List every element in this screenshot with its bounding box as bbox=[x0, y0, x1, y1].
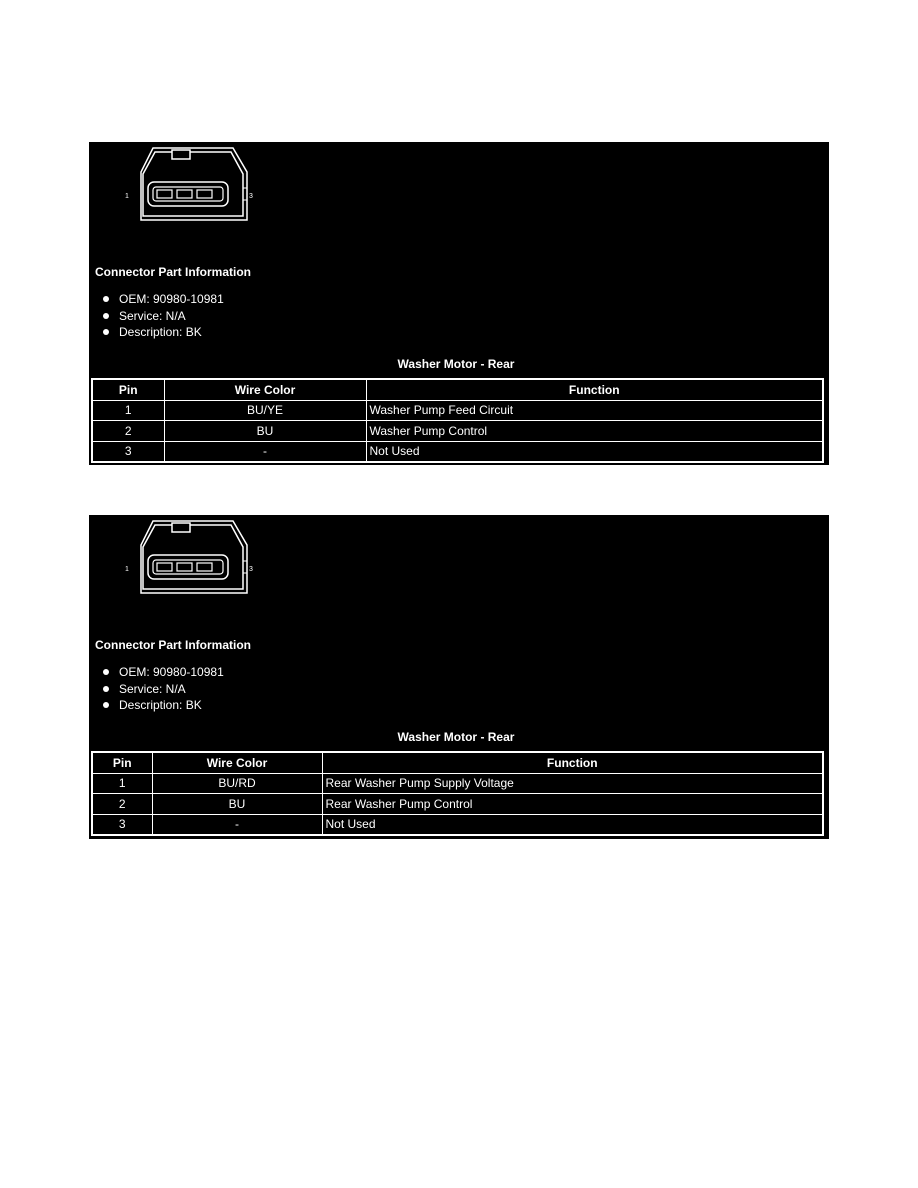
info-item-oem: OEM: 90980-10981 bbox=[101, 291, 224, 308]
info-item-description: Description: BK bbox=[101, 697, 224, 714]
cell-wire-color: BU bbox=[152, 794, 322, 815]
connector-info-list bbox=[101, 291, 224, 341]
column-header-wire-color: Wire Color bbox=[152, 752, 322, 773]
bullet-icon bbox=[103, 329, 109, 335]
cell-function: Rear Washer Pump Control bbox=[322, 794, 823, 815]
info-item-service: Service: N/A bbox=[101, 681, 224, 698]
pin-label-left: 1 bbox=[125, 566, 129, 573]
table-header-row bbox=[92, 379, 823, 400]
table-row bbox=[92, 814, 823, 835]
table-row bbox=[92, 773, 823, 794]
column-header-pin: Pin bbox=[92, 379, 164, 400]
cell-wire-color: BU/YE bbox=[164, 400, 366, 421]
column-header-wire-color: Wire Color bbox=[164, 379, 366, 400]
connector-panel-1 bbox=[89, 142, 829, 465]
cell-wire-color: - bbox=[164, 441, 366, 462]
pin-label-right: 3 bbox=[249, 193, 253, 200]
table-title: Washer Motor - Rear bbox=[397, 730, 515, 744]
connector-info-heading: Connector Part Information bbox=[95, 265, 252, 279]
cell-function: Not Used bbox=[366, 441, 823, 462]
table-title: Washer Motor - Rear bbox=[397, 357, 515, 371]
column-header-function: Function bbox=[322, 752, 823, 773]
cell-function: Washer Pump Feed Circuit bbox=[366, 400, 823, 421]
table-row bbox=[92, 441, 823, 462]
table-row bbox=[92, 400, 823, 421]
table-row bbox=[92, 421, 823, 442]
cell-pin: 3 bbox=[92, 814, 152, 835]
pin-label-right: 3 bbox=[249, 566, 253, 573]
column-header-function: Function bbox=[366, 379, 823, 400]
column-header-pin: Pin bbox=[92, 752, 152, 773]
pinout-table bbox=[91, 751, 824, 836]
cell-pin: 1 bbox=[92, 773, 152, 794]
pinout-table bbox=[91, 378, 824, 463]
cell-pin: 3 bbox=[92, 441, 164, 462]
pin-label-left: 1 bbox=[125, 193, 129, 200]
three-pin-connector-icon bbox=[125, 515, 255, 595]
bullet-icon bbox=[103, 686, 109, 692]
three-pin-connector-icon bbox=[125, 142, 255, 222]
cell-pin: 2 bbox=[92, 421, 164, 442]
info-item-oem: OEM: 90980-10981 bbox=[101, 664, 224, 681]
bullet-icon bbox=[103, 313, 109, 319]
cell-wire-color: - bbox=[152, 814, 322, 835]
connector-info-list bbox=[101, 664, 224, 714]
info-item-service: Service: N/A bbox=[101, 308, 224, 325]
bullet-icon bbox=[103, 702, 109, 708]
bullet-icon bbox=[103, 296, 109, 302]
connector-panel-2 bbox=[89, 515, 829, 839]
bullet-icon bbox=[103, 669, 109, 675]
cell-pin: 2 bbox=[92, 794, 152, 815]
cell-function: Washer Pump Control bbox=[366, 421, 823, 442]
table-header-row bbox=[92, 752, 823, 773]
cell-function: Rear Washer Pump Supply Voltage bbox=[322, 773, 823, 794]
info-item-description: Description: BK bbox=[101, 324, 224, 341]
cell-wire-color: BU/RD bbox=[152, 773, 322, 794]
cell-wire-color: BU bbox=[164, 421, 366, 442]
cell-function: Not Used bbox=[322, 814, 823, 835]
table-row bbox=[92, 794, 823, 815]
cell-pin: 1 bbox=[92, 400, 164, 421]
connector-info-heading: Connector Part Information bbox=[95, 638, 252, 652]
